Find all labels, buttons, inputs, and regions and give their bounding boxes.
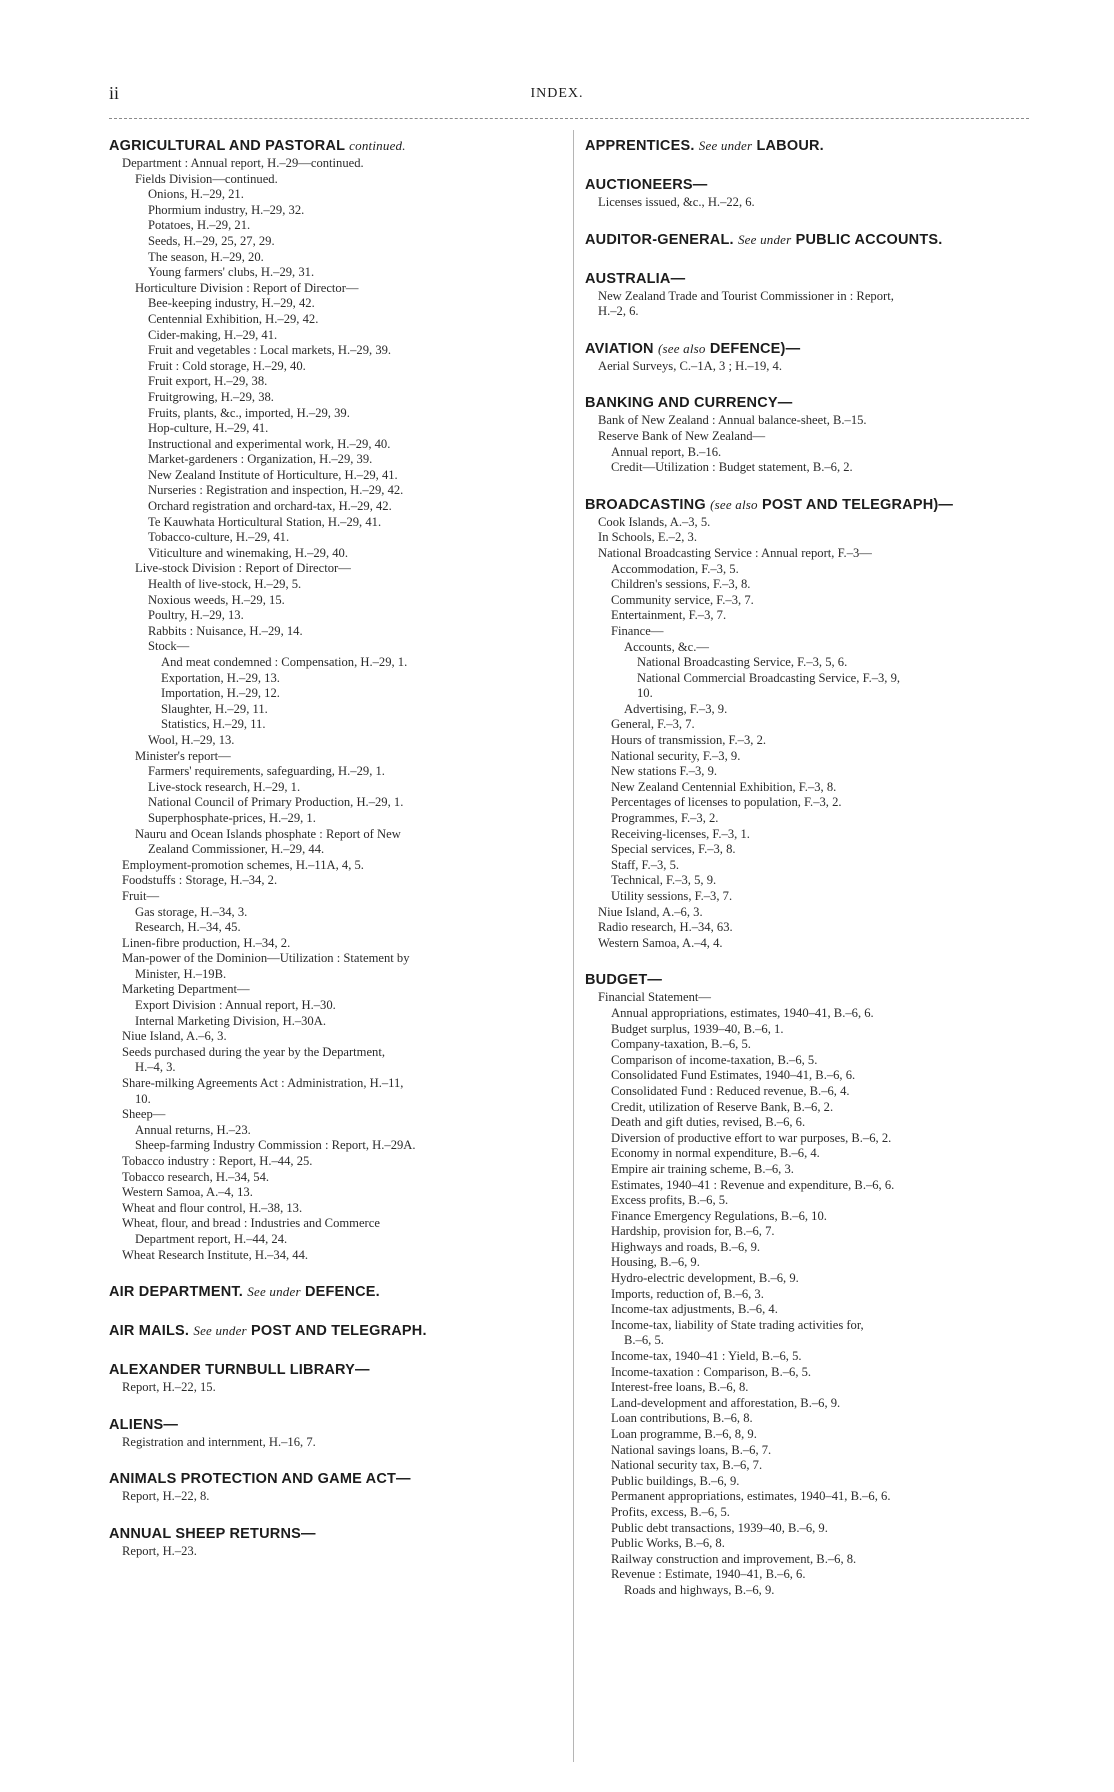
index-entry: 10. — [637, 686, 653, 701]
index-entry: Nurseries : Registration and inspection, H.–29, 42. — [148, 483, 404, 498]
index-heading — [585, 230, 1030, 250]
heading-cross-reference-note: continued. — [349, 138, 406, 153]
index-entry: Live-stock research, H.–29, 1. — [148, 779, 301, 794]
index-entry: Percentages of licenses to population, F.–3, 2. — [611, 795, 842, 810]
left-index-column — [109, 136, 559, 1560]
index-entry: Programmes, F.–3, 2. — [611, 811, 719, 826]
index-heading — [109, 136, 559, 156]
index-entry: Poultry, H.–29, 13. — [148, 608, 244, 623]
index-entry: Radio research, H.–34, 63. — [598, 920, 733, 935]
index-entry: Revenue : Estimate, 1940–41, B.–6, 6. — [611, 1567, 806, 1582]
index-heading — [109, 1524, 559, 1544]
index-entry: Onions, H.–29, 21. — [148, 187, 244, 202]
index-heading — [585, 269, 1030, 289]
page-title: INDEX. — [530, 86, 584, 101]
index-entry: Imports, reduction of, B.–6, 3. — [611, 1286, 764, 1301]
heading-cross-reference: POST AND TELEGRAPH)— — [761, 496, 954, 513]
index-entry: Viticulture and winemaking, H.–29, 40. — [148, 545, 349, 560]
index-entry: Highways and roads, B.–6, 9. — [611, 1239, 761, 1254]
index-heading — [109, 1469, 559, 1489]
index-entry: Exportation, H.–29, 13. — [161, 670, 280, 685]
index-entry: Credit, utilization of Reserve Bank, B.–6, 2. — [611, 1099, 834, 1114]
index-entry: National security, F.–3, 9. — [611, 748, 741, 763]
entry-spacer — [585, 211, 1030, 230]
index-entry: Farmers' requirements, safeguarding, H.–29, 1. — [148, 764, 385, 779]
index-entry: Minister, H.–19B. — [135, 966, 227, 981]
heading-cross-reference: DEFENCE)— — [709, 340, 801, 357]
entry-spacer — [585, 374, 1030, 393]
index-entry: Te Kauwhata Horticultural Station, H.–29, 41. — [148, 514, 382, 529]
index-entry: Report, H.–23. — [122, 1543, 197, 1558]
heading-cross-reference: PUBLIC ACCOUNTS. — [795, 231, 943, 248]
heading-text: ALEXANDER TURNBULL LIBRARY— — [109, 1362, 370, 1379]
index-entry: Department : Annual report, H.–29—continued. — [122, 156, 364, 170]
heading-text: BUDGET— — [585, 972, 663, 989]
index-entry: Report, H.–22, 8. — [122, 1489, 210, 1504]
column-divider — [573, 130, 574, 1762]
index-entry: Annual report, B.–16. — [611, 444, 722, 459]
index-entry: Niue Island, A.–6, 3. — [598, 904, 703, 919]
index-entry: Bank of New Zealand : Annual balance-sheet, B.–15. — [598, 413, 867, 428]
index-heading — [109, 1415, 559, 1435]
index-entry: The season, H.–29, 20. — [148, 249, 264, 264]
index-entry: Horticulture Division : Report of Director— — [135, 280, 359, 295]
index-entry: Diversion of productive effort to war purposes, B.–6, 2. — [611, 1130, 892, 1145]
index-entry: Foodstuffs : Storage, H.–34, 2. — [122, 873, 278, 888]
entry-spacer — [109, 1263, 559, 1282]
index-entry: Loan programme, B.–6, 8, 9. — [611, 1427, 757, 1441]
index-entry: Budget surplus, 1939–40, B.–6, 1. — [611, 1021, 784, 1036]
index-heading — [109, 1282, 559, 1302]
index-entry: Internal Marketing Division, H.–30A. — [135, 1013, 326, 1028]
heading-text: AVIATION — [585, 340, 654, 357]
entry-spacer — [109, 1396, 559, 1415]
index-entry: Research, H.–34, 45. — [135, 920, 241, 935]
heading-text: AIR DEPARTMENT. — [109, 1284, 244, 1301]
heading-cross-reference: LABOUR. — [756, 138, 824, 154]
index-entry: Young farmers' clubs, H.–29, 31. — [148, 265, 315, 280]
index-entry: Roads and highways, B.–6, 9. — [624, 1582, 775, 1597]
index-entry: Company-taxation, B.–6, 5. — [611, 1037, 751, 1052]
index-entry: Wheat Research Institute, H.–34, 44. — [122, 1247, 309, 1262]
index-entry: Fruits, plants, &c., imported, H.–29, 39. — [148, 405, 350, 420]
index-entry: Gas storage, H.–34, 3. — [135, 904, 248, 919]
heading-text: AUCTIONEERS— — [585, 177, 708, 193]
index-entry: Fruit export, H.–29, 38. — [148, 374, 268, 389]
index-heading — [585, 970, 1030, 990]
index-entry: Land-development and afforestation, B.–6, 9. — [611, 1395, 841, 1410]
index-entry: Advertising, F.–3, 9. — [624, 701, 728, 716]
index-entry: Income-tax, liability of State trading activities for, — [611, 1317, 864, 1332]
index-entry: Cider-making, H.–29, 41. — [148, 327, 278, 342]
index-entry: National security tax, B.–6, 7. — [611, 1458, 763, 1473]
heading-text: ANIMALS PROTECTION AND GAME ACT— — [109, 1471, 411, 1488]
index-entry: Fruit and vegetables : Local markets, H.–29, 39. — [148, 343, 392, 358]
index-entry: Superphosphate-prices, H.–29, 1. — [148, 810, 316, 825]
index-entry: Fields Division—continued. — [135, 171, 278, 186]
heading-cross-reference-note: (see also — [657, 340, 706, 356]
entry-spacer — [109, 1302, 559, 1321]
index-entry: Seeds purchased during the year by the Department, — [122, 1044, 385, 1059]
index-entry: Aerial Surveys, C.–1A, 3 ; H.–19, 4. — [598, 358, 782, 373]
index-entry: Cook Islands, A.–3, 5. — [598, 514, 711, 529]
index-entry: Interest-free loans, B.–6, 8. — [611, 1380, 749, 1395]
index-entry: Importation, H.–29, 12. — [161, 686, 280, 701]
heading-cross-reference: DEFENCE. — [304, 1284, 380, 1301]
index-entry: Health of live-stock, H.–29, 5. — [148, 577, 302, 592]
index-entry: Fruit : Cold storage, H.–29, 40. — [148, 358, 306, 373]
entry-spacer — [109, 1450, 559, 1469]
index-entry: National Commercial Broadcasting Service, F.–3, 9, — [637, 670, 901, 685]
index-entry: Fruitgrowing, H.–29, 38. — [148, 389, 274, 404]
index-entry: Share-milking Agreements Act : Administration, H.–11, — [122, 1076, 404, 1091]
index-entry: Finance Emergency Regulations, B.–6, 10. — [611, 1208, 827, 1223]
index-heading — [585, 495, 1030, 515]
index-entry: Seeds, H.–29, 25, 27, 29. — [148, 233, 275, 248]
index-entry: Annual returns, H.–23. — [135, 1122, 251, 1137]
heading-cross-reference-note: (see also — [710, 496, 758, 512]
index-entry: Finance— — [611, 623, 664, 638]
heading-cross-reference-note: See under — [193, 1323, 247, 1339]
index-entry: Consolidated Fund : Reduced revenue, B.–6, 4. — [611, 1083, 850, 1098]
index-entry: Housing, B.–6, 9. — [611, 1255, 700, 1270]
index-entry: Loan contributions, B.–6, 8. — [611, 1411, 753, 1426]
index-entry: Licenses issued, &c., H.–22, 6. — [598, 195, 755, 209]
entry-spacer — [585, 250, 1030, 269]
heading-cross-reference-note: See under — [737, 231, 792, 247]
entry-spacer — [585, 156, 1030, 175]
heading-cross-reference-note: See under — [247, 1284, 301, 1300]
index-entry: Bee-keeping industry, H.–29, 42. — [148, 296, 315, 311]
index-entry: Comparison of income-taxation, B.–6, 5. — [611, 1052, 818, 1067]
index-entry: Sheep-farming Industry Commission : Report, H.–29A. — [135, 1138, 416, 1153]
index-entry: Entertainment, F.–3, 7. — [611, 608, 727, 623]
index-entry: Hydro-electric development, B.–6, 9. — [611, 1271, 799, 1286]
index-entry: Export Division : Annual report, H.–30. — [135, 998, 336, 1013]
index-heading — [585, 175, 1030, 195]
index-entry: Reserve Bank of New Zealand— — [598, 428, 766, 443]
index-entry: Excess profits, B.–6, 5. — [611, 1193, 729, 1208]
heading-text: BANKING AND CURRENCY— — [585, 395, 793, 412]
index-entry: Marketing Department— — [122, 982, 250, 997]
index-entry: Western Samoa, A.–4, 13. — [122, 1185, 253, 1200]
index-entry: Slaughter, H.–29, 11. — [161, 701, 268, 716]
index-entry: Hours of transmission, F.–3, 2. — [611, 733, 767, 748]
index-entry: Man-power of the Dominion—Utilization : Statement by — [122, 951, 410, 966]
right-index-column — [585, 136, 1030, 1599]
index-entry: Special services, F.–3, 8. — [611, 842, 736, 857]
index-entry: Railway construction and improvement, B.–6, 8. — [611, 1551, 857, 1566]
index-entry: Nauru and Ocean Islands phosphate : Report of New — [135, 826, 401, 841]
index-entry: Zealand Commissioner, H.–29, 44. — [148, 842, 325, 857]
index-entry: And meat condemned : Compensation, H.–29, 1. — [161, 655, 408, 669]
index-entry: Niue Island, A.–6, 3. — [122, 1029, 227, 1044]
index-entry: Public buildings, B.–6, 9. — [611, 1473, 740, 1488]
heading-text: ALIENS— — [109, 1416, 179, 1433]
index-entry: Stock— — [148, 639, 190, 654]
index-heading — [585, 393, 1030, 413]
index-entry: Financial Statement— — [598, 990, 711, 1005]
index-entry: Tobacco research, H.–34, 54. — [122, 1169, 270, 1184]
heading-cross-reference: POST AND TELEGRAPH. — [251, 1323, 427, 1340]
index-entry: Western Samoa, A.–4, 4. — [598, 935, 723, 950]
index-entry: Potatoes, H.–29, 21. — [148, 218, 251, 233]
index-entry: Minister's report— — [135, 748, 231, 763]
index-entry: Credit—Utilization : Budget statement, B.–6, 2. — [611, 460, 853, 475]
index-entry: Sheep— — [122, 1107, 166, 1122]
index-entry: Income-tax, 1940–41 : Yield, B.–6, 5. — [611, 1349, 802, 1364]
index-entry: New stations F.–3, 9. — [611, 764, 718, 779]
index-entry: Registration and internment, H.–16, 7. — [122, 1434, 316, 1449]
entry-spacer — [585, 951, 1030, 970]
index-entry: Department report, H.–44, 24. — [135, 1231, 288, 1246]
index-entry: Hop-culture, H.–29, 41. — [148, 421, 269, 436]
index-entry: Statistics, H.–29, 11. — [161, 717, 266, 732]
index-entry: Annual appropriations, estimates, 1940–41, B.–6, 6. — [611, 1005, 874, 1020]
heading-text: AUDITOR-GENERAL. — [585, 231, 734, 248]
index-entry: Income-taxation : Comparison, B.–6, 5. — [611, 1364, 812, 1379]
index-entry: Phormium industry, H.–29, 32. — [148, 202, 305, 217]
index-entry: In Schools, E.–2, 3. — [598, 530, 697, 545]
heading-text: AIR MAILS. — [109, 1323, 190, 1340]
index-entry: National savings loans, B.–6, 7. — [611, 1442, 772, 1457]
index-entry: Consolidated Fund Estimates, 1940–41, B.–6, 6. — [611, 1068, 856, 1083]
index-entry: Fruit— — [122, 888, 160, 903]
heading-text: APPRENTICES. — [585, 138, 695, 154]
index-entry: Employment-promotion schemes, H.–11A, 4, 5. — [122, 857, 364, 872]
index-entry: Centennial Exhibition, H.–29, 42. — [148, 311, 319, 326]
index-entry: Estimates, 1940–41 : Revenue and expenditure, B.–6, 6. — [611, 1177, 895, 1192]
index-entry: Hardship, provision for, B.–6, 7. — [611, 1224, 775, 1239]
index-entry: H.–2, 6. — [598, 304, 639, 319]
index-entry: Noxious weeds, H.–29, 15. — [148, 592, 285, 607]
index-entry: National Broadcasting Service : Annual report, F.–3— — [598, 545, 872, 560]
heading-text: AGRICULTURAL AND PASTORAL — [109, 138, 345, 154]
index-entry: New Zealand Centennial Exhibition, F.–3, 8. — [611, 779, 837, 794]
index-entry: Death and gift duties, revised, B.–6, 6. — [611, 1115, 806, 1130]
index-entry: Children's sessions, F.–3, 8. — [611, 577, 751, 592]
index-entry: Receiving-licenses, F.–3, 1. — [611, 826, 750, 841]
index-entry: Linen-fibre production, H.–34, 2. — [122, 935, 291, 950]
index-entry: Live-stock Division : Report of Director— — [135, 561, 351, 576]
index-entry: General, F.–3, 7. — [611, 717, 695, 732]
index-entry: Permanent appropriations, estimates, 1940–41, B.–6, 6. — [611, 1489, 891, 1504]
index-entry: Income-tax adjustments, B.–6, 4. — [611, 1302, 778, 1317]
index-entry: B.–6, 5. — [624, 1333, 664, 1348]
entry-spacer — [585, 476, 1030, 495]
index-entry: Wheat and flour control, H.–38, 13. — [122, 1200, 303, 1215]
heading-cross-reference-note: See under — [698, 138, 753, 153]
heading-text: BROADCASTING — [585, 496, 706, 513]
index-entry: Wool, H.–29, 13. — [148, 732, 235, 747]
index-entry: Public Works, B.–6, 8. — [611, 1536, 725, 1551]
index-entry: Public debt transactions, 1939–40, B.–6, 9. — [611, 1520, 828, 1535]
index-heading — [109, 1360, 559, 1380]
index-entry: Orchard registration and orchard-tax, H.–29, 42. — [148, 499, 392, 514]
index-entry: New Zealand Institute of Horticulture, H.–29, 41. — [148, 467, 398, 482]
header-rule — [109, 118, 1029, 119]
index-heading — [585, 136, 1030, 156]
index-entry: Utility sessions, F.–3, 7. — [611, 889, 733, 903]
entry-spacer — [109, 1341, 559, 1360]
index-entry: National Broadcasting Service, F.–3, 5, 6. — [637, 655, 848, 670]
page-number: ii — [109, 83, 120, 103]
index-entry: Economy in normal expenditure, B.–6, 4. — [611, 1146, 820, 1161]
index-heading — [585, 339, 1030, 359]
index-entry: Market-gardeners : Organization, H.–29, 39. — [148, 452, 373, 467]
index-entry: Profits, excess, B.–6, 5. — [611, 1504, 730, 1519]
index-entry: Staff, F.–3, 5. — [611, 857, 680, 872]
index-heading — [109, 1321, 559, 1341]
index-entry: Accounts, &c.— — [624, 639, 709, 654]
heading-text: AUSTRALIA— — [585, 270, 686, 287]
index-entry: 10. — [135, 1091, 151, 1106]
index-entry: Tobacco-culture, H.–29, 41. — [148, 530, 290, 545]
index-entry: Community service, F.–3, 7. — [611, 592, 754, 607]
index-entry: Instructional and experimental work, H.–29, 40. — [148, 436, 391, 451]
index-entry: Empire air training scheme, B.–6, 3. — [611, 1161, 794, 1176]
heading-text: ANNUAL SHEEP RETURNS— — [109, 1525, 316, 1542]
index-entry: New Zealand Trade and Tourist Commissioner in : Report, — [598, 288, 894, 303]
entry-spacer — [585, 320, 1030, 339]
index-entry: National Council of Primary Production, H.–29, 1. — [148, 795, 404, 810]
index-entry: Accommodation, F.–3, 5. — [611, 561, 739, 576]
index-entry: Wheat, flour, and bread : Industries and Commerce — [122, 1216, 380, 1231]
index-entry: Rabbits : Nuisance, H.–29, 14. — [148, 623, 303, 638]
index-entry: H.–4, 3. — [135, 1060, 176, 1075]
index-entry: Tobacco industry : Report, H.–44, 25. — [122, 1154, 313, 1168]
index-entry: Report, H.–22, 15. — [122, 1380, 216, 1395]
entry-spacer — [109, 1505, 559, 1524]
index-entry: Technical, F.–3, 5, 9. — [611, 873, 717, 888]
